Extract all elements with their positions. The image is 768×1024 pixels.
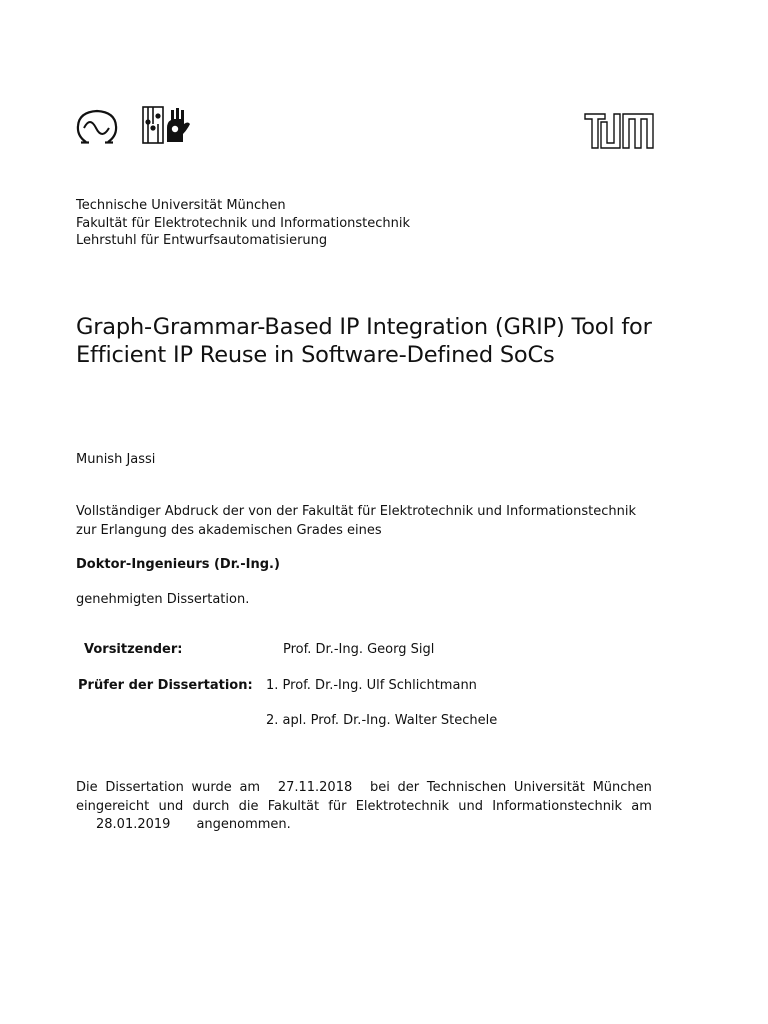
closing-word: Fakultät xyxy=(267,798,320,814)
closing-word: am xyxy=(631,798,652,814)
thesis-title xyxy=(76,313,676,369)
closing-line-2 xyxy=(76,798,652,817)
closing-word: für xyxy=(328,798,347,814)
approved-text: genehmigten Dissertation. xyxy=(76,592,250,607)
closing-word: Elektrotechnik xyxy=(355,798,450,814)
institution-block xyxy=(76,197,410,250)
closing-word: und xyxy=(158,798,184,814)
author-name: Munish Jassi xyxy=(76,452,156,467)
examiner-2: 2. apl. Prof. Dr.-Ing. Walter Stechele xyxy=(266,713,498,728)
closing-word: München xyxy=(592,780,652,795)
examiner-1: 1. Prof. Dr.-Ing. Ulf Schlichtmann xyxy=(266,678,477,693)
dissertation-dates xyxy=(76,779,652,835)
closing-word: Informationstechnik xyxy=(492,798,623,814)
chair-person: Prof. Dr.-Ing. Georg Sigl xyxy=(283,642,435,657)
closing-word: Technischen xyxy=(426,780,507,795)
title-line-1: Graph-Grammar-Based IP Integration (GRIP) Tool for xyxy=(76,314,652,340)
title-line-2: Efficient IP Reuse in Software-Defined SoCs xyxy=(76,342,555,368)
university-name: Technische Universität München xyxy=(76,198,286,213)
closing-word: Dissertation xyxy=(105,780,184,795)
circuit-hand-logo xyxy=(141,104,193,146)
abdruck-text: Vollständiger Abdruck der von der Fakultät für Elektrotechnik und Informationstechnik zur Erlangung des akademischen Grades eines xyxy=(76,504,637,538)
degree-title: Doktor-Ingenieurs (Dr.-Ing.) xyxy=(76,557,280,572)
closing-word: bei xyxy=(369,780,390,795)
acceptance-date: 28.01.2019 xyxy=(96,817,171,832)
tum-logo xyxy=(584,113,654,149)
closing-word: die xyxy=(238,798,259,814)
closing-word: durch xyxy=(192,798,230,814)
examiners-label: Prüfer der Dissertation: xyxy=(78,678,253,693)
closing-word: der xyxy=(397,780,420,795)
closing-word: und xyxy=(458,798,483,814)
closing-word: am xyxy=(239,780,261,795)
closing-word: Die xyxy=(76,780,98,795)
closing-line-3 xyxy=(76,816,652,835)
chair-name: Lehrstuhl für Entwurfsautomatisierung xyxy=(76,233,328,248)
closing-word: Universität xyxy=(513,780,585,795)
closing-word: eingereicht xyxy=(76,798,150,814)
closing-line-1 xyxy=(76,779,652,798)
closing-word: angenommen. xyxy=(196,817,291,832)
closing-word: wurde xyxy=(191,780,232,795)
chair-label: Vorsitzender: xyxy=(84,642,183,657)
submission-date: 27.11.2018 xyxy=(277,780,353,795)
faculty-name: Fakultät für Elektrotechnik und Informationstechnik xyxy=(76,215,411,231)
